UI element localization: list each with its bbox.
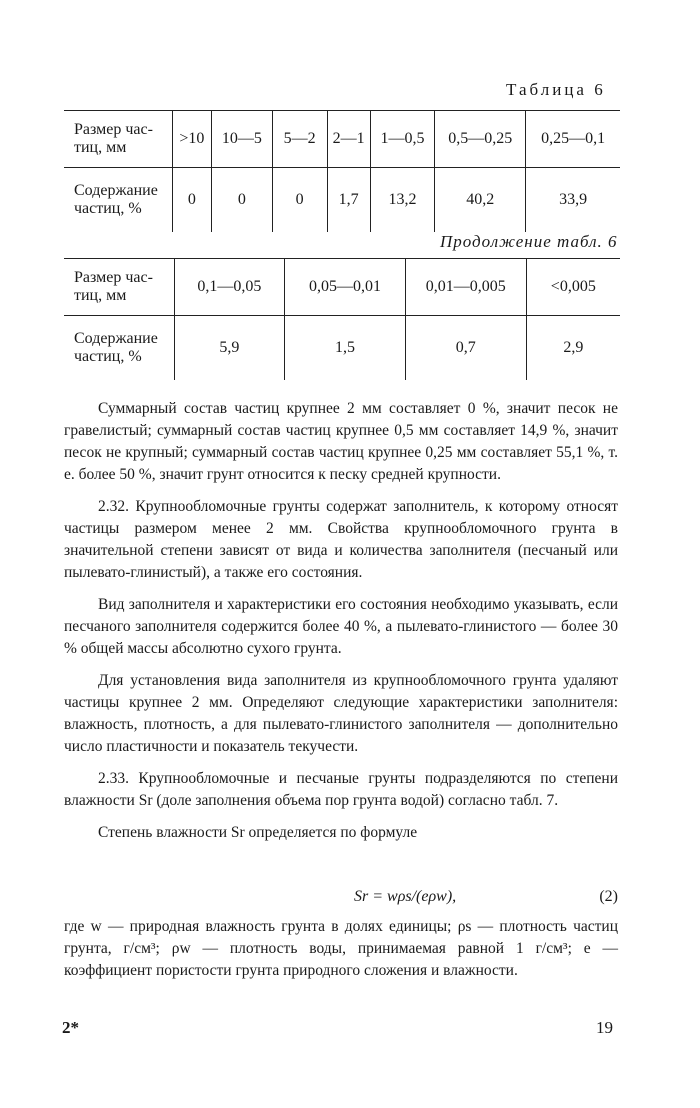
table2-size-row bbox=[64, 259, 620, 316]
table1-size-cell: 5—2 bbox=[272, 111, 327, 168]
table2-content-row bbox=[64, 316, 620, 381]
signature-mark: 2* bbox=[62, 1018, 79, 1037]
table1-content-cell: 40,2 bbox=[435, 168, 526, 233]
body-text bbox=[64, 398, 618, 854]
page-number: 19 bbox=[596, 1018, 613, 1037]
paragraph: Суммарный состав частиц крупнее 2 мм составляет 0 %, значит песок не гравелистый; суммарный состав частиц крупнее 0,5 мм составляет 14,9 %, значит песок не крупный; суммарный состав частиц крупнее 0,25 мм составляет 55,1 %, т. е. более 50 %, значит грунт относится к песку средней крупности. bbox=[64, 400, 618, 483]
table2-content-cell: 0,7 bbox=[405, 316, 526, 381]
paragraph: Степень влажности Sr определяется по формуле bbox=[98, 824, 418, 841]
table1-content-cell: 33,9 bbox=[526, 168, 620, 233]
formula-number: (2) bbox=[599, 888, 618, 905]
table1-size-cell: 1—0,5 bbox=[370, 111, 435, 168]
formula: Sr = wρs/(eρw), bbox=[354, 888, 457, 905]
table2-content-cell: 5,9 bbox=[174, 316, 285, 381]
paragraph: 2.32. Крупнообломочные грунты содержат заполнитель, к которому относят частицы размером менее 2 мм. Свойства крупнообломочного грунта в значительной степени зависят от вида и количества заполнителя (песчаный или пылевато-глинистый), а также его состояния. bbox=[64, 498, 618, 581]
table2-size-label: Размер час- тиц, мм bbox=[64, 259, 174, 316]
table1-content-cell: 0 bbox=[211, 168, 272, 233]
table1-size-cell: 0,25—0,1 bbox=[526, 111, 620, 168]
table1-content-row bbox=[64, 168, 620, 233]
table1-content-cell: 0 bbox=[272, 168, 327, 233]
table2 bbox=[64, 258, 620, 380]
table1-content-cell: 0 bbox=[172, 168, 211, 233]
paragraph: Вид заполнителя и характеристики его состояния необходимо указывать, если песчаного заполнителя содержится более 40 %, а пылевато-глинистого — более 30 % общей массы абсолютно сухого грунта. bbox=[64, 596, 618, 657]
table1-size-row bbox=[64, 111, 620, 168]
table1 bbox=[64, 110, 620, 232]
table1-size-cell: 2—1 bbox=[327, 111, 370, 168]
table1-size-label: Размер час- тиц, мм bbox=[64, 111, 172, 168]
formula-explanation: где w — природная влажность грунта в долях единицы; ρs — плотность частиц грунта, г/см³; ρw — плотность воды, принимаемая равной 1 г/см³; e — коэффициент пористости грунта природного сложения и влажности. bbox=[64, 918, 618, 979]
table2-content-label: Содержание частиц, % bbox=[74, 330, 158, 365]
paragraph: 2.33. Крупнообломочные и песчаные грунты подразделяются по степени влажности Sr (доле заполнения объема пор грунта водой) согласно табл. 7. bbox=[64, 770, 618, 809]
table1-size-cell: 10—5 bbox=[211, 111, 272, 168]
table1-size-cell: 0,5—0,25 bbox=[435, 111, 526, 168]
table1-caption: Таблица 6 bbox=[506, 80, 606, 99]
table2-size-cell: 0,05—0,01 bbox=[285, 259, 406, 316]
table1-size-cell: >10 bbox=[172, 111, 211, 168]
table2-content-cell: 2,9 bbox=[526, 316, 620, 381]
table2-size-cell: <0,005 bbox=[526, 259, 620, 316]
paragraph: Для установления вида заполнителя из крупнообломочного грунта удаляют частицы крупнее 2 мм. Определяют следующие характеристики заполнителя: влажность, плотность, а для пылевато-глинистого заполнителя — дополнительно число пластичности и показатель текучести. bbox=[64, 672, 618, 755]
table2-content-cell: 1,5 bbox=[285, 316, 406, 381]
table1-content-cell: 13,2 bbox=[370, 168, 435, 233]
table2-size-cell: 0,01—0,005 bbox=[405, 259, 526, 316]
table1-content-cell: 1,7 bbox=[327, 168, 370, 233]
table2-caption: Продолжение табл. 6 bbox=[440, 232, 618, 251]
table1-content-label: Содержание частиц, % bbox=[74, 182, 158, 217]
table2-size-cell: 0,1—0,05 bbox=[174, 259, 285, 316]
formula-explanation-block bbox=[64, 916, 618, 992]
